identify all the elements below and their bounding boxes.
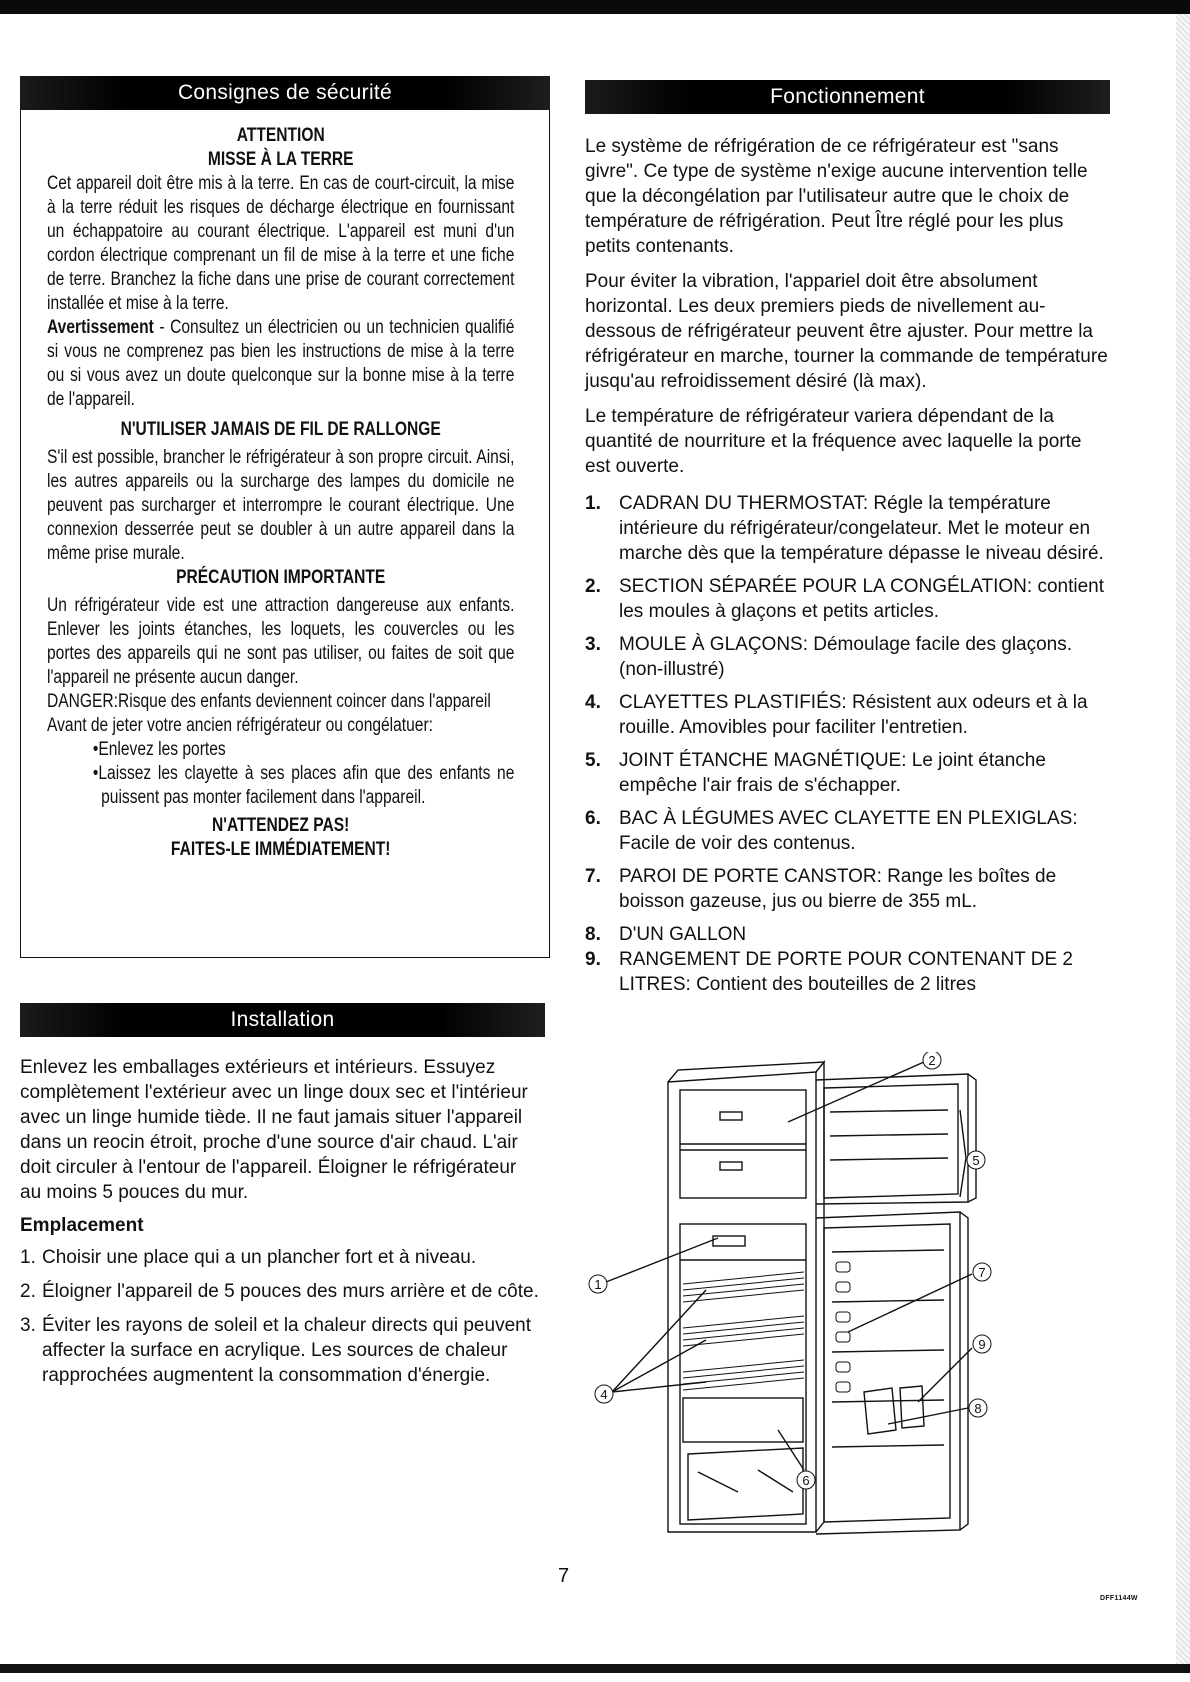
safety-header: Consignes de sécurité bbox=[20, 76, 550, 110]
operation-section bbox=[585, 80, 1110, 1005]
bullet-leave-shelves: •Laissez les clayette à ses places afin que des enfants ne puissent pas monter facilement dans l'appareil. bbox=[92, 763, 515, 808]
installation-text: Enlevez les emballages extérieurs et intérieurs. Essuyez complètement l'extérieur avec un linge doux sec et l'intérieur avec un linge humide tiède. Il ne faut jamais situer l'appareil dans un reocin étroit, proche d'une source d'air chaud. L'air doit circuler à l'entour de l'appareil. Éloigner le réfrigérateur au moins 5 pouces du mur. bbox=[20, 1057, 528, 1203]
precaution-text: Un réfrigérateur vide est une attraction dangereuse aux enfants. Enlever les joints étanches, les loquets, les couvercles ou les portes des appareils qui ne sont pas utiliser, ou faites de soit que l'appareil ne présente aucun danger. bbox=[47, 595, 515, 688]
operation-paragraph-3: Le température de réfrigérateur variera dépendant de la quantité de nourriture et la fréquence avec laquelle la porte est ouverte. bbox=[585, 406, 1082, 477]
list-item: 6. BAC À LÉGUMES AVEC CLAYETTE EN PLEXIGLAS: Facile de voir des contenus. bbox=[585, 808, 1078, 854]
callout-5-label: 5 bbox=[972, 1153, 980, 1168]
final-heading-2: FAITES-LE IMMÉDIATEMENT! bbox=[170, 839, 391, 860]
refrigerator-diagram bbox=[588, 1052, 1058, 1542]
right-scan-edge bbox=[1176, 14, 1190, 1664]
callout-1-label: 1 bbox=[594, 1277, 602, 1292]
fridge-door bbox=[816, 1212, 960, 1534]
installation-section bbox=[20, 1055, 540, 1397]
safety-section bbox=[20, 76, 550, 958]
ground-text: Cet appareil doit être mis à la terre. En cas de court-circuit, la mise à la terre réduit les risques de décharge électrique en fournissant un échappatoire au courant électrique. L'appareil est muni d'un cordon électrique comprenant un fil de mise à la terre et une fiche de terre. Branchez la fiche dans une prise de courant correctement installée et mise à la terre. bbox=[47, 173, 515, 314]
warning-text: - Consultez un électricien ou un technicien qualifié si vous ne comprenez pas bien les instructions de mise à la terre ou si vous avez un doute quelconque sur la bonne mise à la terre de l'appareil. bbox=[47, 317, 515, 410]
callout-6-label: 6 bbox=[802, 1473, 810, 1488]
fridge-top bbox=[668, 1062, 824, 1082]
before-text: Avant de jeter votre ancien réfrigérateur ou congélatuer: bbox=[47, 715, 433, 736]
freezer-door bbox=[816, 1074, 968, 1204]
crisper-drawer bbox=[688, 1448, 803, 1520]
fridge-cabinet bbox=[668, 1072, 816, 1532]
ground-heading: MISSE À LA TERRE bbox=[207, 149, 354, 170]
safety-box bbox=[20, 110, 550, 958]
list-item: 3. Éviter les rayons de soleil et la chaleur directs qui peuvent affecter la surface en acrylique. Les sources de chaleur rapprochées augmentent la consommation d'énergie. bbox=[20, 1315, 531, 1386]
attention-heading: ATTENTION bbox=[236, 125, 325, 146]
list-item: 1. CADRAN DU THERMOSTAT: Régle la température intérieure du réfrigérateur/congelateur. Met le moteur en marche dès que la température dépasse le niveau désiré. bbox=[585, 493, 1104, 564]
list-item: 1. Choisir une place qui a un plancher fort et à niveau. bbox=[20, 1247, 477, 1268]
callout-9-label: 9 bbox=[978, 1337, 986, 1352]
operation-content bbox=[585, 114, 1110, 997]
bullet-remove-doors: •Enlevez les portes bbox=[92, 739, 226, 760]
list-item: 3. MOULE À GLAÇONS: Démoulage facile des glaçons. (non-illustré) bbox=[585, 634, 1073, 680]
warning-paragraph bbox=[47, 316, 514, 412]
warning-label: Avertissement bbox=[47, 317, 154, 338]
list-item: 8. D'UN GALLON bbox=[585, 924, 747, 945]
features-list bbox=[585, 491, 1110, 997]
list-item: 4. CLAYETTES PLASTIFIÉS: Résistent aux odeurs et à la rouille. Amovibles pour faciliter l'entretien. bbox=[585, 692, 1088, 738]
shelves bbox=[683, 1272, 804, 1390]
bottom-scan-border bbox=[0, 1664, 1190, 1673]
placement-heading: Emplacement bbox=[20, 1215, 144, 1236]
bottle bbox=[900, 1386, 924, 1428]
list-item: 2. Éloigner l'appareil de 5 pouces des murs arrière et de côte. bbox=[20, 1281, 539, 1302]
list-item: 9. RANGEMENT DE PORTE POUR CONTENANT DE 2 LITRES: Contient des bouteilles de 2 litres bbox=[585, 949, 1073, 995]
operation-header: Fonctionnement bbox=[585, 80, 1110, 114]
list-item: 2. SECTION SÉPARÉE POUR LA CONGÉLATION: contient les moules à glaçons et petits articles. bbox=[585, 576, 1104, 622]
precaution-heading: PRÉCAUTION IMPORTANTE bbox=[176, 567, 386, 588]
final-heading-1: N'ATTENDEZ PAS! bbox=[212, 815, 350, 836]
list-item: 7. PAROI DE PORTE CANSTOR: Range les boîtes de boisson gazeuse, jus ou bierre de 355 mL. bbox=[585, 866, 1057, 912]
safety-content bbox=[47, 124, 514, 862]
top-scan-border bbox=[0, 0, 1190, 14]
operation-paragraph-2: Pour éviter la vibration, l'appariel doit être absolument horizontal. Les deux premiers pieds de nivellement au-dessous de réfrigérateur peuvent être ajuster. Pour mettre la réfrigérateur en marche, tourner la commande de température jusqu'au refroidissement désiré (là max). bbox=[585, 271, 1108, 392]
operation-paragraph-1: Le système de réfrigération de ce réfrigérateur est "sans givre". Ce type de système n'exige aucune intervention telle que la décongélation par l'utilisateur autre que le choix de température de réfrigération. Peut Ître réglé pour les plus petits contenants. bbox=[585, 136, 1088, 257]
callout-7-label: 7 bbox=[978, 1265, 986, 1280]
gallon-jug bbox=[864, 1388, 896, 1434]
danger-text: DANGER:Risque des enfants deviennent coincer dans l'appareil bbox=[47, 691, 491, 712]
callout-2-label: 2 bbox=[928, 1053, 936, 1068]
model-code: DFF1144W bbox=[1100, 1595, 1138, 1602]
callout-4-label: 4 bbox=[600, 1387, 608, 1402]
installation-header: Installation bbox=[20, 1003, 545, 1037]
list-item: 5. JOINT ÉTANCHE MAGNÉTIQUE: Le joint étanche empêche l'air frais de s'échapper. bbox=[585, 750, 1046, 796]
callout-8-label: 8 bbox=[974, 1401, 982, 1416]
extension-heading: N'UTILISER JAMAIS DE FIL DE RALLONGE bbox=[120, 419, 441, 440]
extension-text: S'il est possible, brancher le réfrigérateur à son propre circuit. Ainsi, les autres appareils ou la surcharge des lampes du domicile ne peuvent pas surcharger et interrompre le courant électrique. Une connexion desserrée peut se doubler à un autre appareil dans la même prise murale. bbox=[47, 447, 515, 564]
page-number: 7 bbox=[558, 1565, 570, 1587]
installation-list bbox=[20, 1245, 540, 1388]
